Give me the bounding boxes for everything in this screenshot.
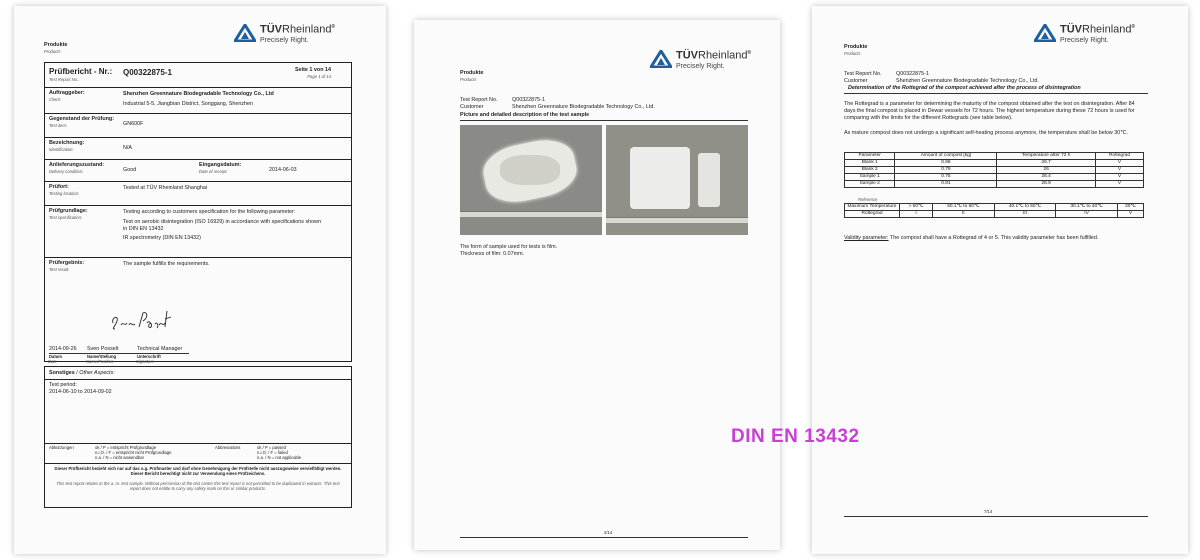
table-cell: 26.4 bbox=[997, 174, 1096, 181]
receipt-label-de: Eingangsdatum: bbox=[199, 162, 242, 168]
table-header-parameter: Parameter bbox=[845, 153, 895, 160]
sample-photo-bag bbox=[460, 125, 602, 235]
receipt-date: 2014-06-03 bbox=[269, 167, 297, 173]
report-form bbox=[44, 62, 352, 362]
sign-label-signature-de: Unterschrift bbox=[137, 354, 161, 359]
page-indicator-en: Page 1 of 14 bbox=[307, 74, 331, 79]
table-cell: 28.9 bbox=[997, 181, 1096, 188]
table-cell: 0.75 bbox=[895, 174, 997, 181]
sign-name: Sven Posselt bbox=[87, 346, 119, 352]
validity-text: The compost shall have a Rottegrad of 4 or 5. This validity parameter has been fulfilled. bbox=[888, 235, 1099, 241]
tuv-logo bbox=[650, 48, 751, 71]
table-cell: IV bbox=[1056, 211, 1118, 218]
table-cell: 40.1℃ to 50℃ bbox=[994, 204, 1056, 211]
title-en: Test Report No.: bbox=[49, 77, 80, 82]
identification-value: N/A bbox=[123, 145, 132, 151]
spec-value-3: IR spectrometry (DIN EN 13432) bbox=[123, 235, 201, 241]
customer-name: Shenzhen Greennature Biodegradable Technology Co., Ltd. bbox=[512, 104, 655, 110]
table-cell: V bbox=[1117, 211, 1143, 218]
disclaimer-en: This test report relates to the a. m. test sample. Without permission of the test center this test report is not permitted to be duplicated in extracts. This test report does not entitle to carry any safety mark on this or similar products. bbox=[56, 481, 340, 492]
header-de: Produkte bbox=[44, 42, 68, 48]
spec-label-de: Prüfgrundlage: bbox=[49, 208, 88, 214]
result-label-en: Test result: bbox=[49, 267, 70, 272]
tuv-logo bbox=[234, 22, 335, 45]
section-title: Determination of the Rottegrad of the compost achieved after the process of disintegration bbox=[848, 85, 1081, 91]
table-cell: Sample 1 bbox=[845, 174, 895, 181]
client-name: Shenzhen Greennature Biodegradable Technology Co., Ltd bbox=[123, 91, 274, 97]
sign-label-signature-en: Signature bbox=[136, 359, 154, 364]
reference-title: Reference bbox=[858, 197, 878, 202]
header-en: Products bbox=[44, 49, 61, 54]
table-cell: > 60℃ bbox=[900, 204, 933, 211]
logo-reg: ® bbox=[747, 50, 752, 56]
report-number: Q00322875-1 bbox=[512, 97, 545, 103]
report-page-3 bbox=[812, 6, 1188, 554]
logo-tagline: Precisely Right. bbox=[1060, 36, 1109, 44]
table-header-temperature: Temperature after 72 h bbox=[997, 153, 1096, 160]
logo-tagline: Precisely Right. bbox=[676, 62, 725, 70]
report-label: Test Report No. bbox=[844, 71, 882, 77]
logo-brand-rest: Rheinland bbox=[282, 23, 332, 36]
abbr-left-2: n.i.O. / F = entspricht nicht Prüfgrundlage bbox=[95, 450, 172, 455]
table-header-amount: Amount of compost [kg] bbox=[895, 153, 997, 160]
table-row bbox=[845, 160, 1144, 167]
table-cell: III bbox=[994, 211, 1056, 218]
rottegrad-paragraph-2: As mature compost does not undergo a significant self-heating process anymore, the temperature shall be below 30℃. bbox=[844, 130, 1128, 136]
spec-value-2: Test on aerobic disintegration (ISO 16929) in accordance with specifications shown in DIN EN 13432 bbox=[123, 219, 322, 232]
abbr-left-3: n.a. / N = nicht anwendbar bbox=[95, 455, 145, 460]
table-cell: Blank 1 bbox=[845, 160, 895, 167]
rottegrad-paragraph-1: The Rottegrad is a parameter for determining the maturity of the compost obtained after the test on disintegration. After 84 days the final compost is placed in Dewar vessels for 72 hours. The highest temperature during these 72 hours is used for comparing with the limits for the different Rottegrads (see table below). bbox=[844, 101, 1135, 121]
delivery-label-de: Anlieferungszustand: bbox=[49, 162, 105, 168]
page-indicator-de: Seite 1 von 14 bbox=[295, 67, 331, 73]
client-label-de: Auftraggeber: bbox=[49, 90, 85, 96]
customer-label: Customer bbox=[460, 104, 484, 110]
logo-reg: ® bbox=[1131, 24, 1136, 30]
disclaimer-de: Dieser Prüfbericht bezieht sich nur auf das o.g. Prüfmuster und darf ohne Genehmigung der Prüfstelle nicht auszugsweise vervielfältigt werden. Dieser Bericht berechtigt nicht zur Verwendung eines Prüfzeichens. bbox=[54, 466, 342, 477]
abbr-right-3: n.a. / N = not applicable bbox=[257, 455, 302, 460]
report-number: Q00322875-1 bbox=[896, 71, 929, 77]
spec-value-1: Testing according to customers specification for the following parameter: bbox=[123, 209, 296, 215]
sign-label-name-en: Name/Position bbox=[86, 359, 114, 364]
sign-label-name-de: Name/Stellung bbox=[87, 354, 117, 359]
location-label-de: Prüfort: bbox=[49, 184, 69, 190]
header-de: Produkte bbox=[844, 44, 868, 50]
table-cell: 30.1℃ to 40℃ bbox=[1056, 204, 1118, 211]
table-cell: V bbox=[1095, 160, 1143, 167]
test-item-value: GN600F bbox=[123, 121, 144, 127]
title-de: Prüfbericht - Nr.: bbox=[49, 67, 113, 76]
report-label: Test Report No. bbox=[460, 97, 498, 103]
other-aspects-box: Sonstiges / Other Aspects: Test period: 2014-06-10 to 2014-09-02 Abkürzungen ok / P = entspricht Prüfgrundlage n.i.O. / F = entspricht nicht Prüfgrundlage n.a. / N = nicht anwendbar Abbreviations ok / P = passed n.i.O. / F = failed n.a. / N = not applicable Dieser Prüfbericht bezieht sich nur auf das o.g. Prüfmuster und darf ohne Genehmigung der Prüfstelle nicht auszugsweise vervielfältigt werden. Dieser Bericht berechtigt nicht zur Verwendung eines Prüfzeichens. This test report relates to the a. m. test sample. Without permission of the test center this test report is not permitted to be duplicated in extracts. This test report does not entitle to carry any safety mark on this or similar products. bbox=[44, 366, 352, 508]
abbr-right-1: ok / P = passed bbox=[257, 445, 286, 450]
test-item-label-en: Test item: bbox=[49, 123, 67, 128]
table-cell: I bbox=[900, 211, 933, 218]
din-en-13432-overlay-label: DIN EN 13432 bbox=[731, 426, 860, 447]
report-page-2 bbox=[414, 20, 780, 550]
result-value: The sample fulfills the requirements. bbox=[123, 261, 210, 267]
period-label: Test period: bbox=[49, 382, 77, 388]
table-row bbox=[845, 167, 1144, 174]
ref-row-label: Rottegrad bbox=[845, 211, 900, 218]
ref-row-label: Maximum Temperature bbox=[845, 204, 900, 211]
abbr-left-1: ok / P = entspricht Prüfgrundlage bbox=[95, 445, 157, 450]
sign-label-date-en: Date bbox=[48, 359, 57, 364]
logo-brand: TÜV bbox=[1060, 23, 1082, 36]
report-number: Q00322875-1 bbox=[123, 68, 172, 77]
table-header-rottegrad: Rottegrad bbox=[1095, 153, 1143, 160]
header-en: Products bbox=[460, 77, 477, 82]
reference-table bbox=[844, 203, 1144, 218]
results-table bbox=[844, 152, 1144, 188]
table-row bbox=[845, 181, 1144, 188]
table-cell: 0.79 bbox=[895, 167, 997, 174]
tuv-triangle-icon bbox=[234, 24, 256, 42]
sample-photo-rolls bbox=[606, 125, 748, 235]
location-label-en: Testing location: bbox=[49, 191, 80, 196]
identification-label-en: Identification: bbox=[49, 147, 74, 152]
customer-label: Customer bbox=[844, 78, 868, 84]
table-cell: V bbox=[1095, 167, 1143, 174]
spec-label-en: Test specification: bbox=[49, 215, 83, 220]
page-number: 2/14 bbox=[604, 530, 613, 535]
table-cell: 0.86 bbox=[895, 160, 997, 167]
header-en: Products bbox=[844, 51, 861, 56]
abbr-title-en: Abbreviations bbox=[215, 445, 241, 450]
other-label-en: Other Aspects: bbox=[79, 370, 115, 376]
sign-date: 2014-09-26 bbox=[49, 346, 77, 352]
caption-thickness: Thickness of film: 0.07mm. bbox=[460, 251, 525, 257]
logo-brand: TÜV bbox=[676, 49, 698, 62]
location-value: Tested at TÜV Rheinland Shanghai bbox=[123, 185, 208, 191]
sign-position: Technical Manager bbox=[137, 346, 183, 352]
validity-note bbox=[844, 235, 1148, 242]
table-cell: 26 bbox=[997, 167, 1096, 174]
customer-name: Shenzhen Greennature Biodegradable Technology Co., Ltd. bbox=[896, 78, 1039, 84]
table-row bbox=[845, 174, 1144, 181]
table-cell: 0.81 bbox=[895, 181, 997, 188]
result-label-de: Prüfergebnis: bbox=[49, 260, 85, 266]
delivery-value: Good bbox=[123, 167, 137, 173]
table-cell: 30℃ bbox=[1117, 204, 1143, 211]
table-cell: Blank 2 bbox=[845, 167, 895, 174]
table-cell: 26.7 bbox=[997, 160, 1096, 167]
table-cell: V bbox=[1095, 174, 1143, 181]
caption-form: The form of sample used for tests is film. bbox=[460, 244, 558, 250]
other-label-de: Sonstiges bbox=[49, 370, 75, 376]
delivery-label-en: Delivery condition: bbox=[49, 169, 84, 174]
sign-label-date-de: Datum bbox=[49, 354, 63, 359]
tuv-triangle-icon bbox=[1034, 24, 1056, 42]
report-page-1 bbox=[14, 6, 386, 554]
client-label-en: Client: bbox=[49, 97, 61, 102]
page-number: 7/14 bbox=[984, 509, 993, 514]
period-value: 2014-06-10 to 2014-09-02 bbox=[49, 389, 112, 395]
handwritten-signature bbox=[109, 309, 175, 333]
identification-label-de: Bezeichnung: bbox=[49, 140, 85, 146]
client-address: Industrial 5-5, Jiangbian District, Songgang, Shenzhen bbox=[123, 101, 254, 107]
tuv-logo bbox=[1034, 22, 1135, 45]
logo-brand-rest: Rheinland bbox=[698, 49, 748, 62]
header-de: Produkte bbox=[460, 70, 484, 76]
table-row bbox=[845, 211, 1144, 218]
table-cell: 50.1℃ to 60℃ bbox=[932, 204, 994, 211]
table-cell: V bbox=[1095, 181, 1143, 188]
table-cell: II bbox=[932, 211, 994, 218]
logo-reg: ® bbox=[331, 24, 336, 30]
table-row bbox=[845, 204, 1144, 211]
logo-brand-rest: Rheinland bbox=[1082, 23, 1132, 36]
section-title: Picture and detailed description of the test sample bbox=[460, 112, 590, 118]
tuv-triangle-icon bbox=[650, 50, 672, 68]
validity-label: Validity parameter: bbox=[844, 235, 889, 241]
receipt-label-en: Date of receipt: bbox=[199, 169, 228, 174]
logo-tagline: Precisely Right. bbox=[260, 36, 309, 44]
table-cell: Sample 2 bbox=[845, 181, 895, 188]
abbr-title-de: Abkürzungen bbox=[49, 445, 74, 450]
logo-brand: TÜV bbox=[260, 23, 282, 36]
abbr-right-2: n.i.O. / F = failed bbox=[257, 450, 288, 455]
test-item-label-de: Gegenstand der Prüfung: bbox=[49, 116, 114, 122]
